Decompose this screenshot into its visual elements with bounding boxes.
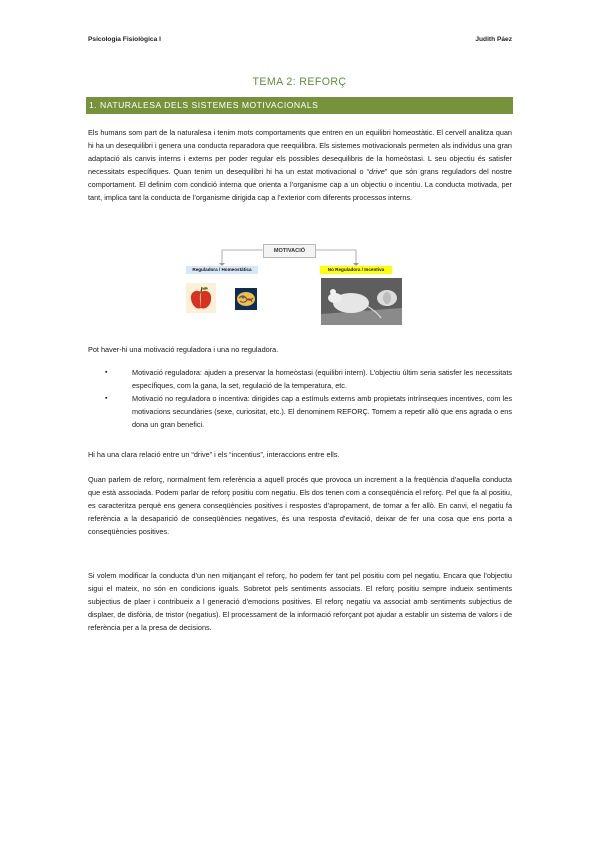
section-heading: 1. NATURALESA DELS SISTEMES MOTIVACIONALS (86, 97, 513, 114)
apple-image (186, 283, 216, 313)
paragraph-intro (88, 126, 512, 204)
bullet-marker: ▪ (105, 395, 108, 402)
list-item-text: Motivació reguladora: ajuden a preservar la homeòstasi (equilibri intern). L’objectiu últim seria satisfer les necessitats específiques, com la gana, la set, regulació de la temperatura, etc. (132, 368, 512, 390)
bullet-marker: ▪ (105, 369, 108, 376)
paragraph-text: Quan parlem de reforç, normalment fem referència a aquell procés que provoca un increment a la freqüència d’aquella conducta que està associada. Podem parlar de reforç positiu com negatiu. Els dos tenen com a conseqüència el reforç. Pel que fa al positiu, es caracteritza perquè ens genera conseqüències positives i respostes d’apropament, de tornar a fer allò. En canvi, el negatiu fa referència a la desaparició de conseqüències negatives, és una resposta d’evitació, deixar de fer una cosa que ens porta a conseqüències positives. (88, 475, 512, 536)
brain-image (235, 288, 257, 310)
header-course: Psicologia Fisiològica I (88, 36, 161, 43)
bullet-list (88, 366, 512, 431)
paragraph-intro-a: Els humans som part de la naturalesa i tenim mots comportaments que entren en un equilibri homeostàtic. El cervell analitza quan hi ha un desequilibri i genera una conducta reparadora que reequilibra. Els sistemes motivacionals permeten als individus una gran adaptació als canvis interns i externs per poder regular els possibles desequilibris de la homeòstasi. L seu objectiu és satisfer necessitats específiques. Quan tenim un desequilibri hi ha un estat motivacional o “ (88, 128, 512, 176)
mouse-image (321, 278, 402, 325)
paragraph-drive-incentive (88, 448, 512, 461)
document-title: TEMA 2: REFORÇ (252, 76, 347, 88)
paragraph-motivation-types (88, 343, 512, 356)
diagram-root-label: MOTIVACIÓ (263, 244, 316, 258)
paragraph-text: Hi ha una clara relació entre un “drive” i els “incentius”, interaccions entre ells. (88, 450, 340, 459)
list-item (88, 366, 512, 392)
list-item-text: Motivació no reguladora o incentiva: dirigides cap a estímuls externs amb propietats intrínseques incentives, com les motivacions secundàries (sexe, curiositat, etc.). El denominem REFORÇ. Tornem a repetir allò que ens agrada o ens dona un gran benefici. (132, 394, 512, 429)
paragraph-behavior-modification (88, 569, 512, 634)
diagram-regulatory-label: Reguladora / Homeostàtica (186, 266, 258, 274)
paragraph-text: Pot haver-hi una motivació reguladora i una no reguladora. (88, 345, 279, 354)
paragraph-intro-b: ” que són grans reguladors del nostre comportament. El definim com condició interna que orienta a l’organisme cap a un objectiu o incentiu. La conducta motivada, per tant, implica tant la conducta de l’organisme dirigida cap a l’exterior com diferents processos interns. (88, 167, 512, 202)
paragraph-text: Si volem modificar la conducta d’un nen mitjançant el reforç, ho podem fer tant pel positiu com pel negatiu. Encara que l’objectiu sigui el mateix, no són en condicions iguals. Sobretot pels sentiments associats. El reforç positiu sempre indueix sentiments subjectius de plaer i contribueix a l generació d’emocions positives. El reforç negatiu va associat amb sentiments subjectius de displaer, de disfòria, de tristor (negatius). El processament de la informació reforçant pot ajudar a establir un sistema de valors i de referència per a la presa de decisions. (88, 571, 512, 632)
drive-term: drive (369, 167, 385, 176)
list-item (88, 392, 512, 431)
header-author: Judith Páez (475, 36, 512, 43)
motivation-diagram (180, 243, 405, 337)
diagram-incentive-label: No Reguladora / Incentiva (320, 266, 392, 274)
paragraph-reinforcement (88, 473, 512, 538)
